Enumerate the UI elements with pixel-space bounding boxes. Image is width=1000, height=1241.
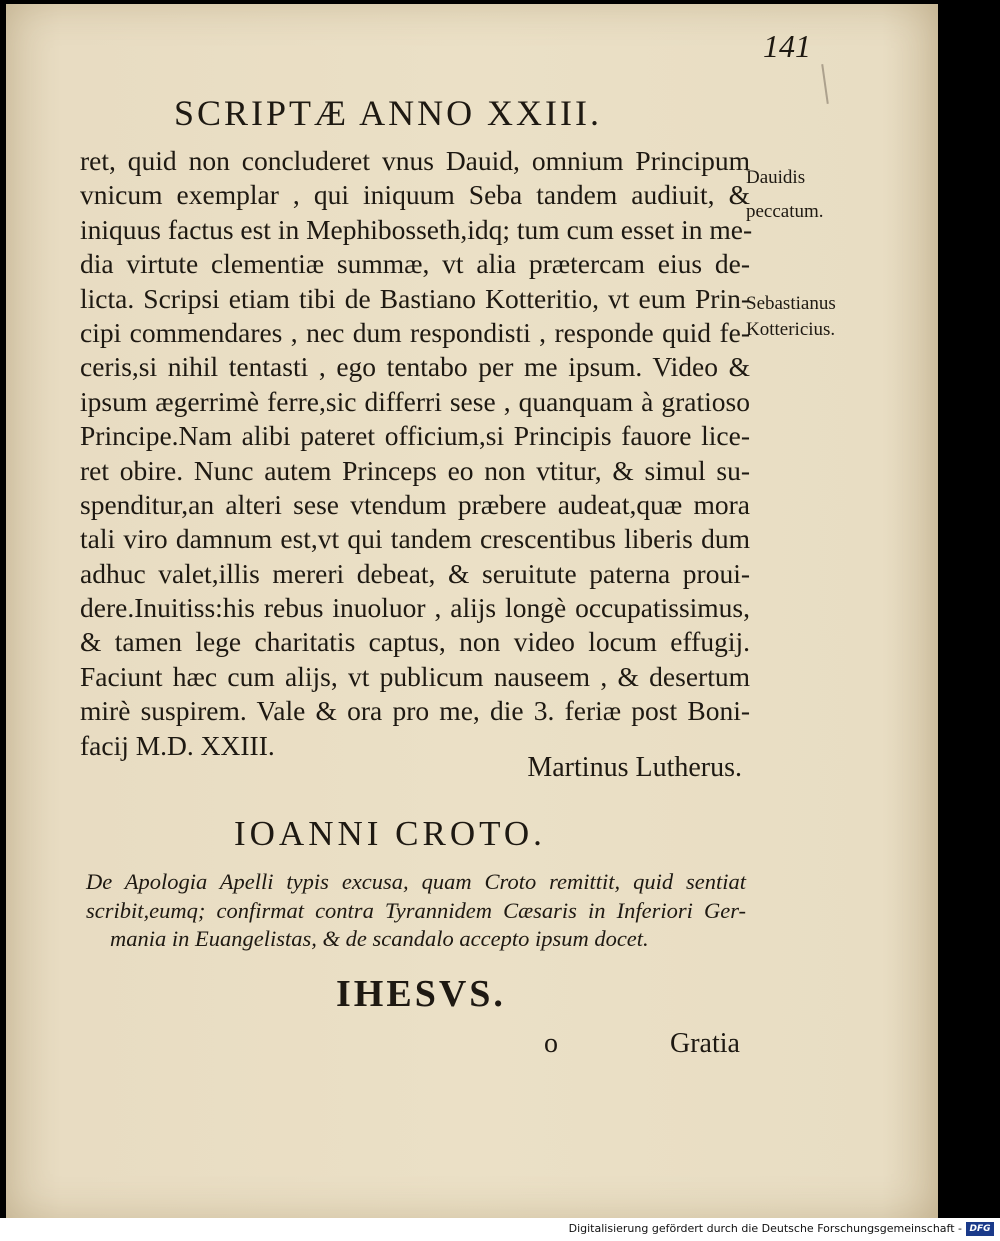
summary-line: mania in Euangelistas, & de scandalo accepto ipsum docet. [110,926,649,951]
body-line: tali viro damnum est,vt qui tandem crescentibus liberis dum [80,523,750,555]
body-line: spenditur,an alteri sese vtendum præbere audeat,quæ mora [80,488,750,520]
body-line: licta. Scripsi etiam tibi de Bastiano Kotteritio, vt eum Prin- [80,282,750,314]
body-line: adhuc valet,illis mereri debeat, & seruitute paterna proui- [80,557,750,589]
letter-body [80,144,753,763]
body-line: Faciunt hæc cum alijs, vt publicum nauseem , & desertum [80,660,750,692]
body-line: dia virtute clementiæ summæ, vt alia prætercam eius de- [80,248,750,280]
signature-mark: o [544,1028,558,1059]
dfg-logo[interactable]: DFG [966,1222,994,1236]
body-line: ceris,si nihil tentasti , ego tentabo per me ipsum. Video & [80,351,750,383]
letter-heading: IOANNI CROTO. [234,814,546,853]
body-line: cipi commendares , nec dum respondisti , responde quid fe- [80,316,750,348]
margin-note-dauidis: Dauidis [746,167,806,188]
body-line: mirè suspirem. Vale & ora pro me, die 3. feriæ post Boni- [80,695,750,727]
summary-line: scribit,eumq; confirmat contra Tyrannidem Cæsaris in Inferiori Ger- [86,897,746,923]
footer-credit: Digitalisierung gefördert durch die Deutsche Forschungsgemeinschaft - [568,1222,962,1235]
page-number: 141 [763,28,811,64]
body-line: ipsum ægerrimè ferre,sic differri sese , quanquam à gratioso [80,385,750,417]
body-line: & tamen lege charitatis captus, non video locum effugij. [80,626,750,658]
catchword: Gratia [670,1028,740,1059]
body-line: facij M.D. XXIII. [80,729,275,761]
body-line: Principe.Nam alibi pateret officium,si Principis fauore lice- [80,420,750,452]
margin-note-kottericius: Kottericius. [746,319,836,340]
running-header [6,92,938,138]
invocation: IHESVS. [336,973,506,1015]
book-page [6,4,938,1218]
letter-signature: Martinus Lutherus. [527,752,742,783]
letter-summary [86,868,746,954]
body-line: iniquus factus est in Mephibosseth,idq; tum cum esset in me- [80,213,753,245]
margin-note-peccatum: peccatum. [746,201,824,222]
running-title: SCRIPTÆ ANNO XXIII. [174,93,603,133]
body-line: dere.Inuitiss:his rebus inuoluor , alijs longè occupatissimus, [80,592,750,624]
body-line: vnicum exemplar , qui iniquum Seba tandem audiuit, & [80,179,750,211]
summary-line: De Apologia Apelli typis excusa, quam Croto remittit, quid sentiat [86,869,746,894]
body-line: ret obire. Nunc autem Princeps eo non vtitur, & simul su- [80,454,750,486]
footer-bar [0,1218,1000,1241]
margin-note-sebastianus: Sebastianus [746,293,836,314]
body-line: ret, quid non concluderet vnus Dauid, omnium Principum [80,145,750,176]
